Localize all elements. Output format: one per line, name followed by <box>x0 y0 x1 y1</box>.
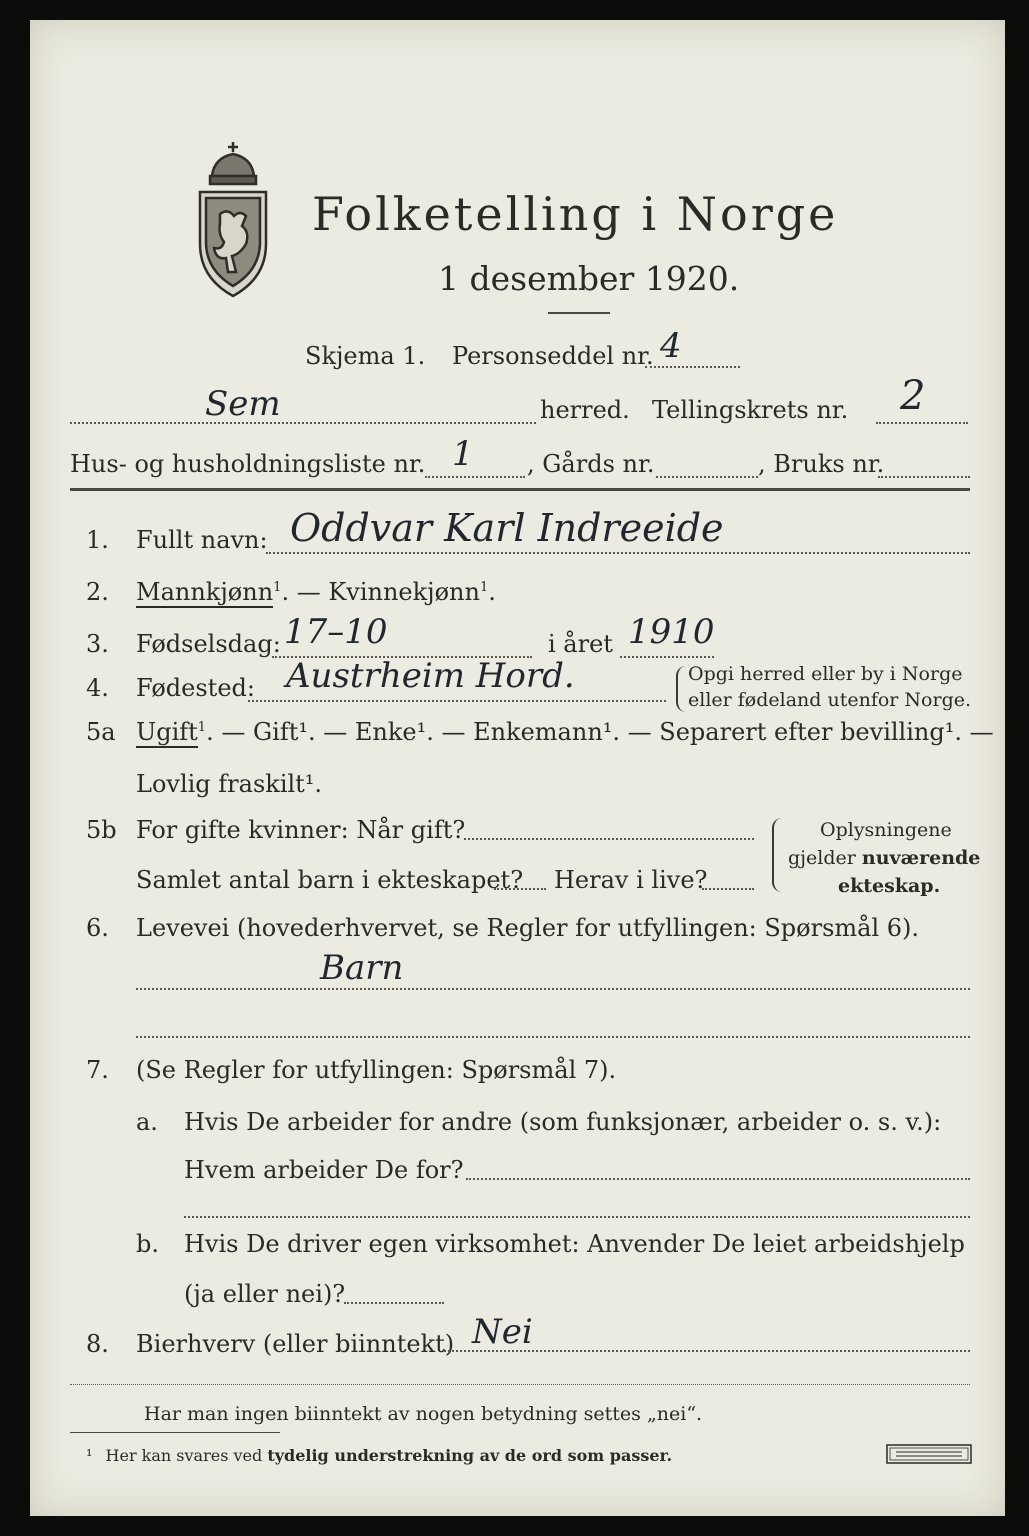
q5b-line2a: Samlet antal barn i ekteskapet? <box>136 866 524 894</box>
skjema-label: Skjema 1. <box>305 342 426 370</box>
coat-of-arms-icon <box>190 136 276 306</box>
q7-number: 7. <box>86 1056 109 1084</box>
q7a-line-2 <box>184 1216 970 1218</box>
q7-label: (Se Regler for utfyllingen: Spørsmål 7). <box>136 1056 617 1084</box>
header-divider <box>70 488 970 491</box>
q3-label: Fødselsdag: <box>136 630 281 658</box>
q5b-note-2b: nuværende <box>861 847 981 869</box>
q5a-number: 5a <box>86 718 116 746</box>
q7b-line <box>344 1302 444 1304</box>
q5b-line1-dots <box>464 838 754 840</box>
q6-number: 6. <box>86 914 109 942</box>
q4-brace <box>676 666 686 712</box>
q7b-text: Hvis De driver egen virksomhet: Anvender De leiet arbeidshjelp <box>184 1230 965 1258</box>
gards-label: , Gårds nr. <box>527 450 655 478</box>
q4-note-1: Opgi herred eller by i Norge <box>688 663 963 685</box>
tellingskrets-value: 2 <box>900 373 926 419</box>
footnote-b: tydelig understrekning av de ord som passer. <box>267 1446 673 1465</box>
q5a-text: Ugift$^1$. — Gift¹. — Enke¹. — Enkemann¹. — Separert efter bevilling¹. — <box>136 718 994 746</box>
q5b-note-2 <box>788 846 980 870</box>
q5b-line2b: Herav i live? <box>554 866 708 894</box>
q2-text: Mannkjønn$^1$. — Kvinnekjønn$^1$. <box>136 578 496 606</box>
q7a-sub: Hvem arbeider De for? <box>184 1156 464 1184</box>
q1-line <box>266 552 970 554</box>
q4-line <box>248 700 666 702</box>
q7a-line-1 <box>466 1178 970 1180</box>
personseddel-value: 4 <box>660 326 682 366</box>
census-form-page <box>30 20 1005 1516</box>
q5b-note-3: ekteskap. <box>838 875 941 897</box>
q7b-sub: (ja eller nei)? <box>184 1280 346 1308</box>
q5a-rest: . — Gift¹. — Enke¹. — Enkemann¹. — Separert efter bevilling¹. — <box>206 718 994 746</box>
printer-stamp-icon <box>886 1444 972 1464</box>
footnote-a: Her kan svares ved <box>105 1446 268 1465</box>
q5a-ugift: Ugift <box>136 718 198 746</box>
q3-value: 17–10 <box>284 612 388 652</box>
herred-value: Sem <box>205 384 281 424</box>
herred-label: herred. <box>540 396 630 424</box>
q2-end: . <box>488 578 496 606</box>
q6-value: Barn <box>320 948 404 988</box>
q7a-letter: a. <box>136 1108 158 1136</box>
q5b-line2b-dots <box>702 888 754 890</box>
q6-line-2 <box>136 1036 970 1038</box>
q8-label: Bierhverv (eller biinntekt) <box>136 1330 455 1358</box>
q1-label: Fullt navn: <box>136 526 268 554</box>
footnote <box>86 1446 672 1466</box>
hus-label: Hus- og husholdningsliste nr. <box>70 450 426 478</box>
q4-number: 4. <box>86 674 109 702</box>
q4-value: Austrheim Hord. <box>286 656 575 696</box>
q2-male: Mannkjønn <box>136 578 274 606</box>
q1-value: Oddvar Karl Indreeide <box>290 506 724 550</box>
q5b-number: 5b <box>86 816 117 844</box>
q5a-line2: Lovlig fraskilt¹. <box>136 770 323 798</box>
q5b-brace <box>772 818 784 892</box>
q6-line-1 <box>136 988 970 990</box>
q2-sep: . — <box>281 578 329 606</box>
personseddel-label: Personseddel nr. <box>452 342 654 370</box>
title-divider <box>548 312 610 314</box>
q5b-note-2a: gjelder <box>788 847 862 869</box>
hus-line <box>425 476 525 478</box>
form-date: 1 desember 1920. <box>438 259 740 298</box>
q3-number: 3. <box>86 630 109 658</box>
q7b-letter: b. <box>136 1230 159 1258</box>
q3-year-line <box>620 656 714 658</box>
q2-female: Kvinnekjønn <box>328 578 480 606</box>
bottom-note: Har man ingen biinntekt av nogen betydning settes „nei“. <box>144 1403 703 1425</box>
herred-line <box>70 422 536 424</box>
q4-note-2: eller fødeland utenfor Norge. <box>688 689 972 711</box>
q6-label: Levevei (hovederhvervet, se Regler for utfyllingen: Spørsmål 6). <box>136 914 920 942</box>
q3-year-value: 1910 <box>628 612 715 652</box>
q2-number: 2. <box>86 578 109 606</box>
q1-number: 1. <box>86 526 109 554</box>
personseddel-line <box>645 366 740 368</box>
tellingskrets-line <box>876 422 968 424</box>
q3-year-label: i året <box>548 630 613 658</box>
form-title: Folketelling i Norge <box>312 187 839 241</box>
tellingskrets-label: Tellingskrets nr. <box>652 396 849 424</box>
q8-value: Nei <box>472 1312 533 1352</box>
q5b-line1: For gifte kvinner: Når gift? <box>136 816 466 844</box>
footnote-mark: ¹ <box>86 1446 93 1465</box>
bruks-label: , Bruks nr. <box>758 450 885 478</box>
footnote-divider <box>70 1432 280 1433</box>
q5b-line2a-dots <box>494 888 546 890</box>
q7a-text: Hvis De arbeider for andre (som funksjonær, arbeider o. s. v.): <box>184 1108 942 1136</box>
q5b-note-1: Oplysningene <box>820 819 952 841</box>
q8-number: 8. <box>86 1330 109 1358</box>
q8-line <box>444 1350 970 1352</box>
q4-label: Fødested: <box>136 674 255 702</box>
hus-value: 1 <box>452 434 474 474</box>
bottom-divider <box>70 1384 970 1385</box>
gards-line <box>656 476 758 478</box>
bruks-line <box>878 476 970 478</box>
